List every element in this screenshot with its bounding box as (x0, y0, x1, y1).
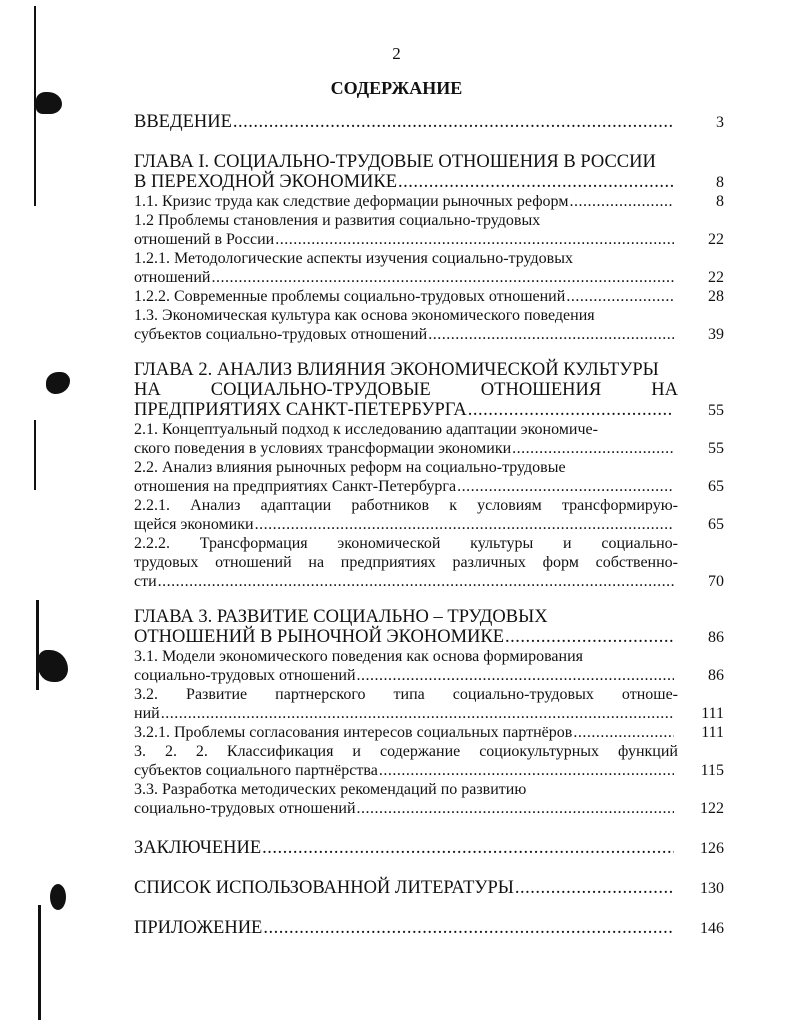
entry-text: отношений (134, 269, 211, 286)
toc-entry-section-1-2[interactable] (134, 211, 724, 249)
toc-entry-section-1-3[interactable] (134, 306, 724, 344)
toc-entry-appendix[interactable] (134, 918, 724, 938)
entry-page: 70 (708, 573, 724, 590)
entry-text: ского поведения в условиях трансформации экономики (134, 440, 512, 457)
toc-entry-section-1-2-2[interactable] (134, 287, 724, 306)
toc-entry-section-2-1[interactable] (134, 420, 724, 458)
toc-entry-section-3-3[interactable] (134, 780, 724, 818)
entry-text-line: 2.2.2. Трансформация экономической культуры и социально- (134, 535, 678, 552)
entry-page: 126 (700, 840, 724, 857)
dot-leader (457, 477, 674, 496)
toc-entry-section-2-2-2[interactable] (134, 534, 724, 591)
entry-text: субъектов социального партнёрства (134, 762, 378, 779)
entry-page: 130 (700, 880, 724, 897)
dot-leader (357, 799, 674, 818)
entry-text: ПРИЛОЖЕНИЕ (134, 918, 263, 938)
dot-leader (379, 761, 674, 780)
toc-entry-chapter-1[interactable] (134, 152, 724, 192)
entry-text: сти (134, 573, 157, 590)
entry-text-line: ГЛАВА 3. РАЗВИТИЕ СОЦИАЛЬНО – ТРУДОВЫХ (134, 607, 548, 627)
dot-leader (158, 572, 674, 591)
scan-margin-line (38, 905, 41, 1020)
dot-leader (211, 268, 674, 287)
toc-entry-section-3-2-2[interactable] (134, 742, 724, 780)
entry-page: 115 (700, 762, 724, 779)
entry-text-line: НА СОЦИАЛЬНО-ТРУДОВЫЕ ОТНОШЕНИЯ НА (134, 380, 678, 400)
toc-entry-references[interactable] (134, 878, 724, 898)
scan-margin-blot (50, 884, 66, 910)
entry-page: 65 (708, 516, 724, 533)
entry-text: социально-трудовых отношений (134, 667, 356, 684)
toc-entry-chapter-3[interactable] (134, 607, 724, 647)
dot-leader (161, 704, 674, 723)
entry-text-line: 3. 2. 2. Классификация и содержание социокультурных функций (134, 743, 678, 760)
entry-text: 1.1. Кризис труда как следствие деформации рыночных реформ (134, 193, 569, 210)
toc-entry-section-2-2[interactable] (134, 458, 724, 496)
entry-page: 146 (700, 920, 724, 937)
entry-text-line: трудовых отношений на предприятиях различных форм собственно- (134, 554, 678, 571)
entry-page: 111 (701, 705, 724, 722)
dot-leader (573, 723, 674, 742)
dot-leader (515, 878, 674, 898)
toc-entry-section-1-1[interactable] (134, 192, 724, 211)
dot-leader (512, 439, 674, 458)
dot-leader (262, 838, 674, 858)
entry-text-line: 1.2 Проблемы становления и развития социально-трудовых (134, 212, 541, 229)
dot-leader (569, 192, 674, 211)
toc-entry-conclusion[interactable] (134, 838, 724, 858)
entry-text-line: 1.2.1. Методологические аспекты изучения социально-трудовых (134, 250, 573, 267)
entry-page: 39 (708, 326, 724, 343)
entry-text-line: 1.3. Экономическая культура как основа экономического поведения (134, 307, 595, 324)
toc-title: СОДЕРЖАНИЕ (330, 78, 463, 98)
entry-text: 3.2.1. Проблемы согласования интересов социальных партнёров (134, 724, 573, 741)
entry-text-line: 2.1. Концептуальный подход к исследованию адаптации экономиче- (134, 421, 598, 438)
entry-page: 55 (708, 402, 724, 419)
entry-text-line: ГЛАВА 2. АНАЛИЗ ВЛИЯНИЯ ЭКОНОМИЧЕСКОЙ КУЛЬТУРЫ (134, 360, 659, 380)
toc-entry-section-1-2-1[interactable] (134, 249, 724, 287)
entry-page: 111 (701, 724, 724, 741)
scan-margin-blot (38, 650, 68, 682)
dot-leader (566, 287, 674, 306)
entry-page: 22 (708, 231, 724, 248)
entry-text-line: 2.2. Анализ влияния рыночных реформ на социально-трудовые (134, 459, 566, 476)
entry-text-line: ГЛАВА I. СОЦИАЛЬНО-ТРУДОВЫЕ ОТНОШЕНИЯ В РОССИИ (134, 152, 656, 172)
toc-entry-chapter-2[interactable] (134, 360, 724, 420)
scan-margin-line (36, 600, 39, 690)
dot-leader (505, 627, 674, 647)
toc-entry-introduction[interactable] (134, 112, 724, 132)
toc-entry-section-3-2[interactable] (134, 685, 724, 723)
entry-page: 8 (716, 174, 724, 191)
entry-text: отношения на предприятиях Санкт-Петербурга (134, 478, 457, 495)
dot-leader (263, 918, 674, 938)
entry-page: 28 (708, 288, 724, 305)
entry-text: отношений в России (134, 231, 275, 248)
entry-page: 22 (708, 269, 724, 286)
page-number: 2 (392, 44, 401, 63)
dot-leader (357, 666, 674, 685)
entry-page: 8 (716, 193, 724, 210)
entry-text: СПИСОК ИСПОЛЬЗОВАННОЙ ЛИТЕРАТУРЫ (134, 878, 514, 898)
entry-text: ПРЕДПРИЯТИЯХ САНКТ-ПЕТЕРБУРГА (134, 400, 467, 420)
dot-leader (255, 515, 674, 534)
toc-entry-section-3-2-1[interactable] (134, 723, 724, 742)
entry-page: 65 (708, 478, 724, 495)
entry-text: В ПЕРЕХОДНОЙ ЭКОНОМИКЕ (134, 172, 398, 192)
entry-page: 55 (708, 440, 724, 457)
dot-leader (428, 325, 674, 344)
entry-text: ОТНОШЕНИЙ В РЫНОЧНОЙ ЭКОНОМИКЕ (134, 627, 505, 647)
entry-page: 3 (716, 114, 724, 131)
scan-margin-line (34, 420, 36, 490)
toc-entry-section-2-2-1[interactable] (134, 496, 724, 534)
entry-text: щейся экономики (134, 516, 254, 533)
dot-leader (275, 230, 674, 249)
entry-text-line: 3.1. Модели экономического поведения как основа формирования (134, 648, 583, 665)
entry-page: 86 (708, 667, 724, 684)
entry-text: ВВЕДЕНИЕ (134, 112, 232, 132)
entry-text: ний (134, 705, 160, 722)
entry-page: 122 (700, 800, 724, 817)
scan-margin-blot (46, 372, 70, 394)
table-of-contents (134, 112, 724, 938)
entry-text-line: 2.2.1. Анализ адаптации работников к условиям трансформирую- (134, 497, 678, 514)
entry-text-line: 3.3. Разработка методических рекомендаций по развитию (134, 781, 527, 798)
entry-page: 86 (708, 629, 724, 646)
entry-text: субъектов социально-трудовых отношений (134, 326, 428, 343)
entry-text: 1.2.2. Современные проблемы социально-трудовых отношений (134, 288, 566, 305)
entry-text: ЗАКЛЮЧЕНИЕ (134, 838, 262, 858)
entry-text: социально-трудовых отношений (134, 800, 356, 817)
entry-text-line: 3.2. Развитие партнерского типа социально-трудовых отноше- (134, 686, 678, 703)
dot-leader (468, 400, 674, 420)
dot-leader (398, 172, 674, 192)
dot-leader (233, 112, 674, 132)
toc-entry-section-3-1[interactable] (134, 647, 724, 685)
